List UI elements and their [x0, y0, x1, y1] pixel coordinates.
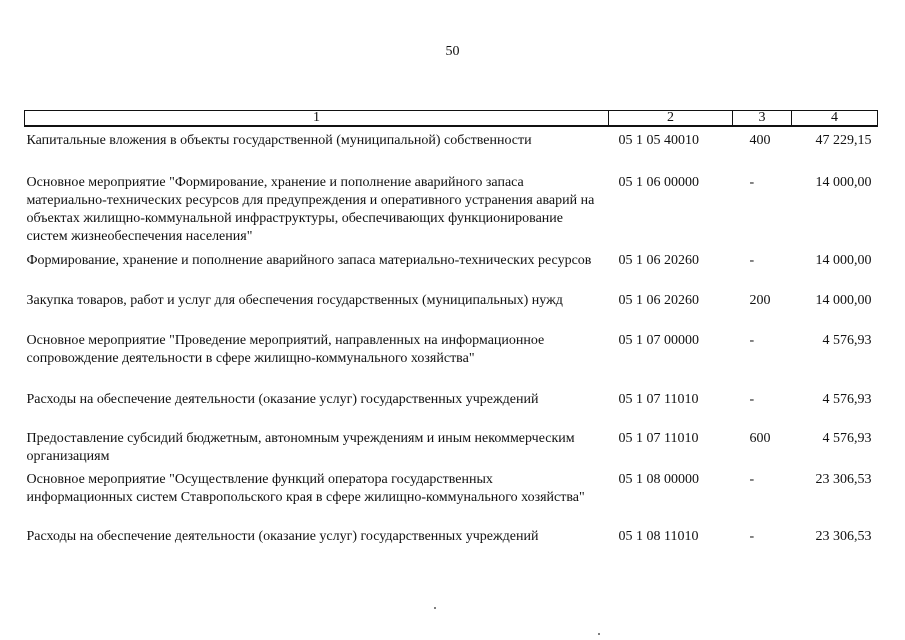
- table-row: [25, 332, 878, 391]
- table-row: [25, 174, 878, 252]
- table-row: [25, 528, 878, 548]
- row-name: Предоставление субсидий бюджетным, автономным учреждениям и иным некоммерческим организациям: [26, 431, 575, 464]
- header-col-2: 2: [609, 111, 733, 127]
- row-name: Капитальные вложения в объекты государственной (муниципальной) собственности: [26, 133, 532, 148]
- scan-speck: [434, 607, 436, 609]
- header-row: [25, 111, 878, 127]
- row-sum: 4 576,93: [822, 333, 872, 348]
- row-code: 05 1 05 40010: [618, 133, 699, 148]
- row-name: Основное мероприятие "Осуществление функций оператора государственных информационных систем Ставропольского края в сфере жилищно-коммунального хозяйства": [26, 472, 585, 505]
- row-name: Расходы на обеспечение деятельности (оказание услуг) государственных учреждений: [26, 392, 539, 407]
- row-type: 200: [749, 293, 771, 308]
- row-sum: 47 229,15: [815, 133, 872, 148]
- row-sum: 14 000,00: [815, 293, 872, 308]
- budget-table: [24, 110, 878, 548]
- table-header: [25, 111, 878, 127]
- row-name: Формирование, хранение и пополнение аварийного запаса материально-технических ресурсов: [26, 253, 592, 268]
- table-row: [25, 126, 878, 174]
- row-name: Закупка товаров, работ и услуг для обеспечения государственных (муниципальных) нужд: [26, 293, 563, 308]
- row-type: -: [749, 392, 755, 407]
- row-name: Расходы на обеспечение деятельности (оказание услуг) государственных учреждений: [26, 529, 539, 544]
- header-col-4: 4: [792, 111, 878, 127]
- table-row: [25, 252, 878, 292]
- row-type: -: [749, 529, 755, 544]
- row-sum: 23 306,53: [815, 472, 872, 487]
- row-type: 600: [749, 431, 771, 446]
- row-name: Основное мероприятие "Проведение мероприятий, направленных на информационное сопровождение деятельности в сфере жилищно-коммунального хозяйства": [26, 333, 545, 366]
- row-type: -: [749, 175, 755, 190]
- table-row: [25, 292, 878, 332]
- row-code: 05 1 06 20260: [618, 293, 699, 308]
- page-number: 50: [445, 44, 460, 59]
- table-row: [25, 430, 878, 471]
- row-type: -: [749, 253, 755, 268]
- scan-speck: [598, 633, 600, 635]
- table-row: [25, 471, 878, 528]
- row-code: 05 1 08 00000: [618, 472, 699, 487]
- row-code: 05 1 06 00000: [618, 175, 699, 190]
- row-code: 05 1 08 11010: [618, 529, 699, 544]
- row-code: 05 1 07 00000: [618, 333, 699, 348]
- row-type: 400: [749, 133, 771, 148]
- row-code: 05 1 06 20260: [618, 253, 699, 268]
- row-type: -: [749, 472, 755, 487]
- row-name: Основное мероприятие "Формирование, хранение и пополнение аварийного запаса материально-технических ресурсов для предупреждения и оперативного устранения аварий на объектах жилищно-коммунальной инфраструктуры, обеспечивающих функционирование систем жизнеобеспечения населения": [26, 175, 595, 244]
- table-body: [25, 126, 878, 548]
- row-code: 05 1 07 11010: [618, 392, 699, 407]
- row-type: -: [749, 333, 755, 348]
- header-col-3: 3: [733, 111, 792, 127]
- row-sum: 14 000,00: [815, 175, 872, 190]
- row-sum: 4 576,93: [822, 431, 872, 446]
- row-sum: 14 000,00: [815, 253, 872, 268]
- header-col-1: 1: [25, 111, 609, 127]
- row-sum: 4 576,93: [822, 392, 872, 407]
- table-row: [25, 391, 878, 430]
- row-code: 05 1 07 11010: [618, 431, 699, 446]
- row-sum: 23 306,53: [815, 529, 872, 544]
